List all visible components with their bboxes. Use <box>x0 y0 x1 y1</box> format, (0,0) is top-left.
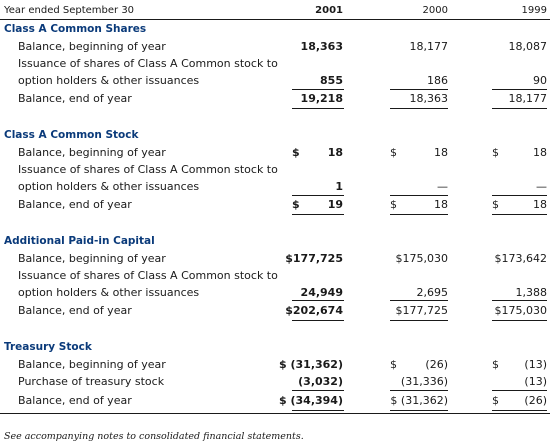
currency-symbol: $ <box>492 146 499 159</box>
value-2001: 18,363 <box>300 40 343 53</box>
value-1999: (26) <box>524 394 547 407</box>
total-rule <box>390 320 448 321</box>
currency-symbol: $ <box>390 146 397 159</box>
total-rule <box>492 320 547 321</box>
value-1999: (13) <box>524 358 547 371</box>
header-label: Year ended September 30 <box>4 5 135 16</box>
subtotal-rule <box>390 300 448 301</box>
currency-symbol: $ <box>390 358 397 371</box>
table-row <box>0 90 550 107</box>
value-2001: $202,674 <box>285 304 343 317</box>
value-2001: 1 <box>335 180 343 193</box>
total-rule <box>292 320 344 321</box>
subtotal-rule <box>390 390 448 391</box>
total-rule <box>390 410 448 411</box>
value-2000: (31,336) <box>400 375 448 388</box>
total-rule <box>292 108 344 109</box>
section-title-row <box>0 233 550 250</box>
table-row <box>0 302 550 319</box>
value-1999: — <box>536 180 547 193</box>
section-title: Class A Common Shares <box>4 23 147 35</box>
section-title-row <box>0 127 550 144</box>
total-rule <box>492 108 547 109</box>
value-2001: 19,218 <box>300 92 343 105</box>
section-title-row <box>0 21 550 38</box>
row-label: Balance, beginning of year <box>18 146 166 159</box>
table-row <box>0 284 550 301</box>
row-label: Balance, beginning of year <box>18 40 166 53</box>
total-rule <box>492 214 547 215</box>
row-label: option holders & other issuances <box>18 74 200 87</box>
value-2000: 18 <box>434 146 448 159</box>
value-2000: 18,363 <box>409 92 448 105</box>
row-label: Issuance of shares of Class A Common stock to <box>18 269 278 282</box>
value-2000: $ (31,362) <box>390 394 448 407</box>
value-1999: $175,030 <box>494 304 547 317</box>
footnote: See accompanying notes to consolidated financial statements. <box>4 431 304 442</box>
table-row <box>0 161 550 178</box>
value-2001: 18 <box>327 146 343 159</box>
table-bottom-rule <box>0 413 550 414</box>
row-label: Purchase of treasury stock <box>18 375 165 388</box>
value-1999: (13) <box>524 375 547 388</box>
value-1999: 18,177 <box>508 92 547 105</box>
header-row <box>0 2 550 19</box>
section-title: Class A Common Stock <box>4 129 139 141</box>
value-1999: 18 <box>533 146 547 159</box>
row-label: Balance, beginning of year <box>18 252 166 265</box>
section-title: Treasury Stock <box>4 341 92 353</box>
table-row <box>0 373 550 390</box>
row-label: option holders & other issuances <box>18 180 200 193</box>
header-rule <box>0 19 550 20</box>
value-1999: $173,642 <box>494 252 547 265</box>
total-rule <box>492 410 547 411</box>
currency-symbol: $ <box>492 358 499 371</box>
value-1999: 18,087 <box>508 40 547 53</box>
value-2000: 2,695 <box>416 286 448 299</box>
value-2001: 24,949 <box>300 286 343 299</box>
value-2001: $ (34,394) <box>279 394 343 407</box>
value-2001: (3,032) <box>298 375 343 388</box>
value-2001: 19 <box>327 198 343 211</box>
value-2000: 18 <box>434 198 448 211</box>
row-label: Issuance of shares of Class A Common stock to <box>18 163 278 176</box>
row-label: Issuance of shares of Class A Common stock to <box>18 57 278 70</box>
row-label: option holders & other issuances <box>18 286 200 299</box>
total-rule <box>292 410 344 411</box>
section-title: Additional Paid-in Capital <box>4 235 155 247</box>
row-label: Balance, beginning of year <box>18 358 166 371</box>
year-2000: 2000 <box>422 5 448 16</box>
year-1999: 1999 <box>521 5 547 16</box>
currency-symbol: $ <box>492 394 499 407</box>
currency-symbol: $ <box>292 198 300 211</box>
subtotal-rule <box>292 390 344 391</box>
section-title-row <box>0 339 550 356</box>
table-row <box>0 178 550 195</box>
table-row <box>0 55 550 72</box>
value-2001: $ (31,362) <box>279 358 343 371</box>
row-label: Balance, end of year <box>18 92 132 105</box>
table-row <box>0 267 550 284</box>
value-2000: 18,177 <box>409 40 448 53</box>
value-2001: $177,725 <box>285 252 343 265</box>
row-label: Balance, end of year <box>18 394 132 407</box>
total-rule <box>390 108 448 109</box>
value-2000: $177,725 <box>395 304 448 317</box>
total-rule <box>390 214 448 215</box>
table-row <box>0 38 550 55</box>
table-row <box>0 72 550 89</box>
currency-symbol: $ <box>492 198 499 211</box>
value-2000: $175,030 <box>395 252 448 265</box>
table-row <box>0 250 550 267</box>
subtotal-rule <box>492 300 547 301</box>
table-row <box>0 356 550 373</box>
total-rule <box>292 214 344 215</box>
value-2000: 186 <box>427 74 448 87</box>
table-row <box>0 144 550 161</box>
value-1999: 18 <box>533 198 547 211</box>
value-2000: (26) <box>425 358 448 371</box>
table-row <box>0 196 550 213</box>
currency-symbol: $ <box>390 198 397 211</box>
value-2001: 855 <box>320 74 343 87</box>
value-1999: 1,388 <box>515 286 547 299</box>
currency-symbol: $ <box>292 146 300 159</box>
subtotal-rule <box>492 390 547 391</box>
row-label: Balance, end of year <box>18 198 132 211</box>
row-label: Balance, end of year <box>18 304 132 317</box>
subtotal-rule <box>292 300 344 301</box>
table-row <box>0 392 550 409</box>
value-2000: — <box>437 180 448 193</box>
year-2001: 2001 <box>315 5 343 16</box>
value-1999: 90 <box>533 74 547 87</box>
